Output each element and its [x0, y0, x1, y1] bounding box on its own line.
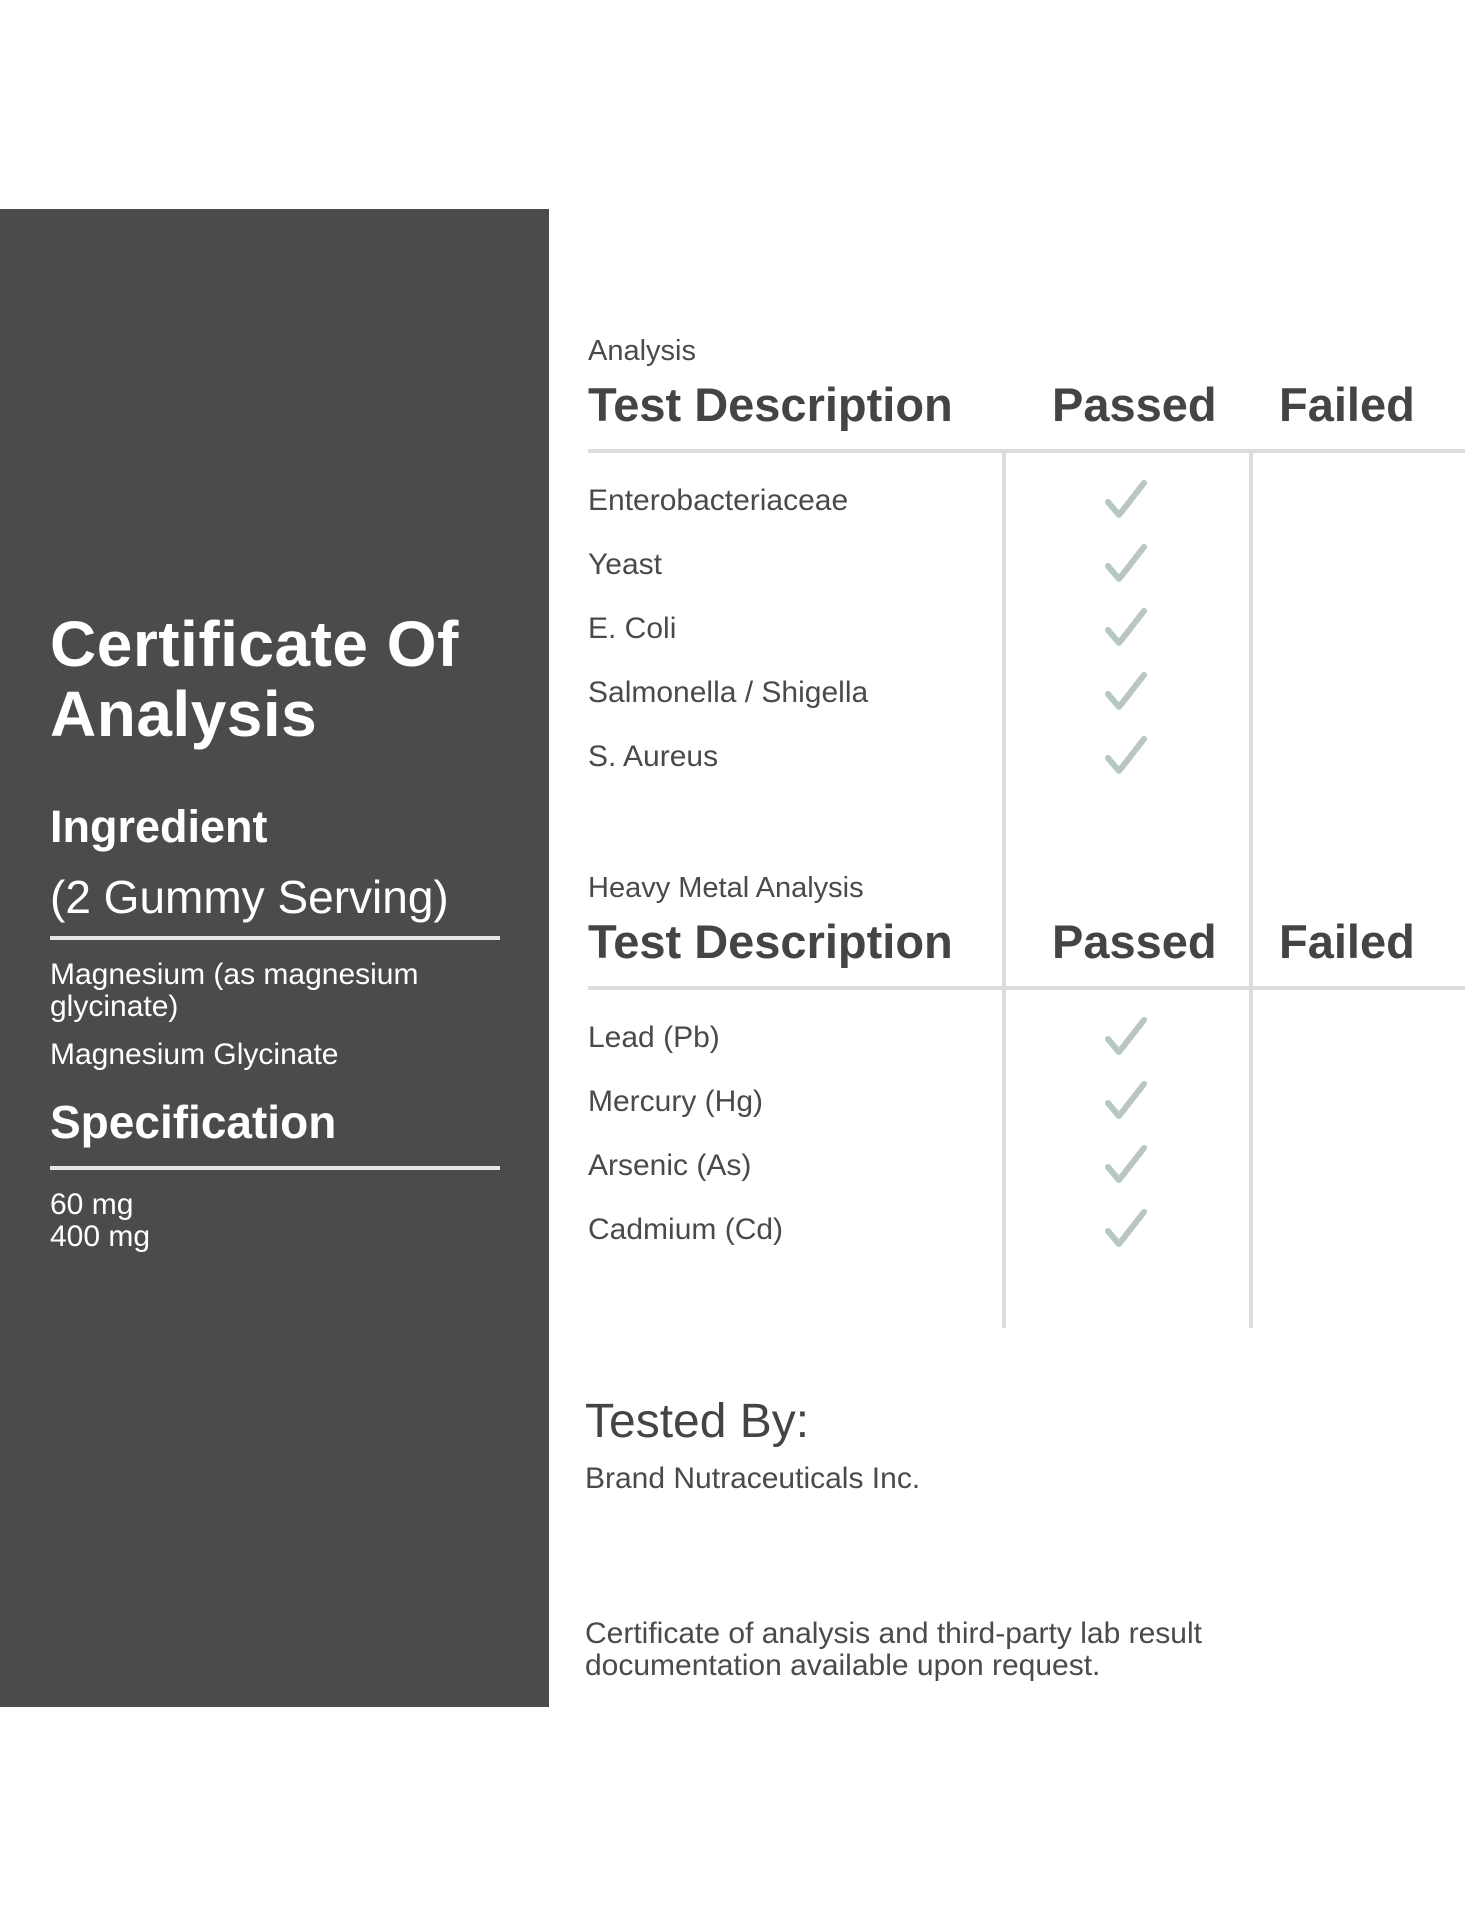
test-row-name: S. Aureus [588, 740, 719, 773]
checkmark-icon [1104, 479, 1148, 523]
ingredient-item: Magnesium (as magnesium glycinate) [50, 958, 419, 1023]
column-header-failed: Failed [1279, 378, 1415, 431]
column-header-passed: Passed [1052, 378, 1217, 431]
heavy-metal-header-divider [588, 986, 1465, 990]
column-header-test-description: Test Description [588, 378, 953, 431]
checkmark-icon [1104, 1016, 1148, 1060]
checkmark-icon [1104, 1208, 1148, 1252]
column-header-passed: Passed [1052, 915, 1217, 968]
test-row-name: Enterobacteriaceae [588, 484, 849, 517]
documentation-footnote: Certificate of analysis and third-party lab result documentation available upon request. [585, 1617, 1202, 1682]
specification-value: 60 mg [50, 1188, 134, 1221]
ingredient-item: Magnesium Glycinate [50, 1038, 339, 1071]
test-row-name: E. Coli [588, 612, 677, 645]
column-header-failed: Failed [1279, 915, 1415, 968]
serving-heading: (2 Gummy Serving) [50, 871, 449, 923]
analysis-section-label: Analysis [588, 335, 696, 367]
heavy-metal-section-label: Heavy Metal Analysis [588, 872, 864, 904]
test-row-name: Cadmium (Cd) [588, 1213, 784, 1246]
test-row-name: Salmonella / Shigella [588, 676, 869, 709]
tested-by-value: Brand Nutraceuticals Inc. [585, 1462, 921, 1495]
ingredient-divider [50, 936, 500, 940]
checkmark-icon [1104, 607, 1148, 651]
column-divider [1249, 451, 1253, 1328]
column-header-test-description: Test Description [588, 915, 953, 968]
analysis-header-divider [588, 449, 1465, 453]
test-row-name: Arsenic (As) [588, 1149, 752, 1182]
checkmark-icon [1104, 735, 1148, 779]
test-row-name: Mercury (Hg) [588, 1085, 764, 1118]
checkmark-icon [1104, 1144, 1148, 1188]
certificate-panel [0, 209, 549, 1707]
specification-value: 400 mg [50, 1220, 151, 1253]
ingredient-heading: Ingredient [50, 801, 268, 852]
specification-divider [50, 1166, 500, 1170]
checkmark-icon [1104, 671, 1148, 715]
test-row-name: Lead (Pb) [588, 1021, 720, 1054]
specification-heading: Specification [50, 1096, 337, 1148]
test-row-name: Yeast [588, 548, 662, 581]
certificate-title: Certificate Of Analysis [50, 608, 459, 750]
tested-by-heading: Tested By: [585, 1395, 810, 1448]
specification-values [50, 1189, 350, 1253]
checkmark-icon [1104, 543, 1148, 587]
column-divider [1002, 451, 1006, 1328]
checkmark-icon [1104, 1080, 1148, 1124]
